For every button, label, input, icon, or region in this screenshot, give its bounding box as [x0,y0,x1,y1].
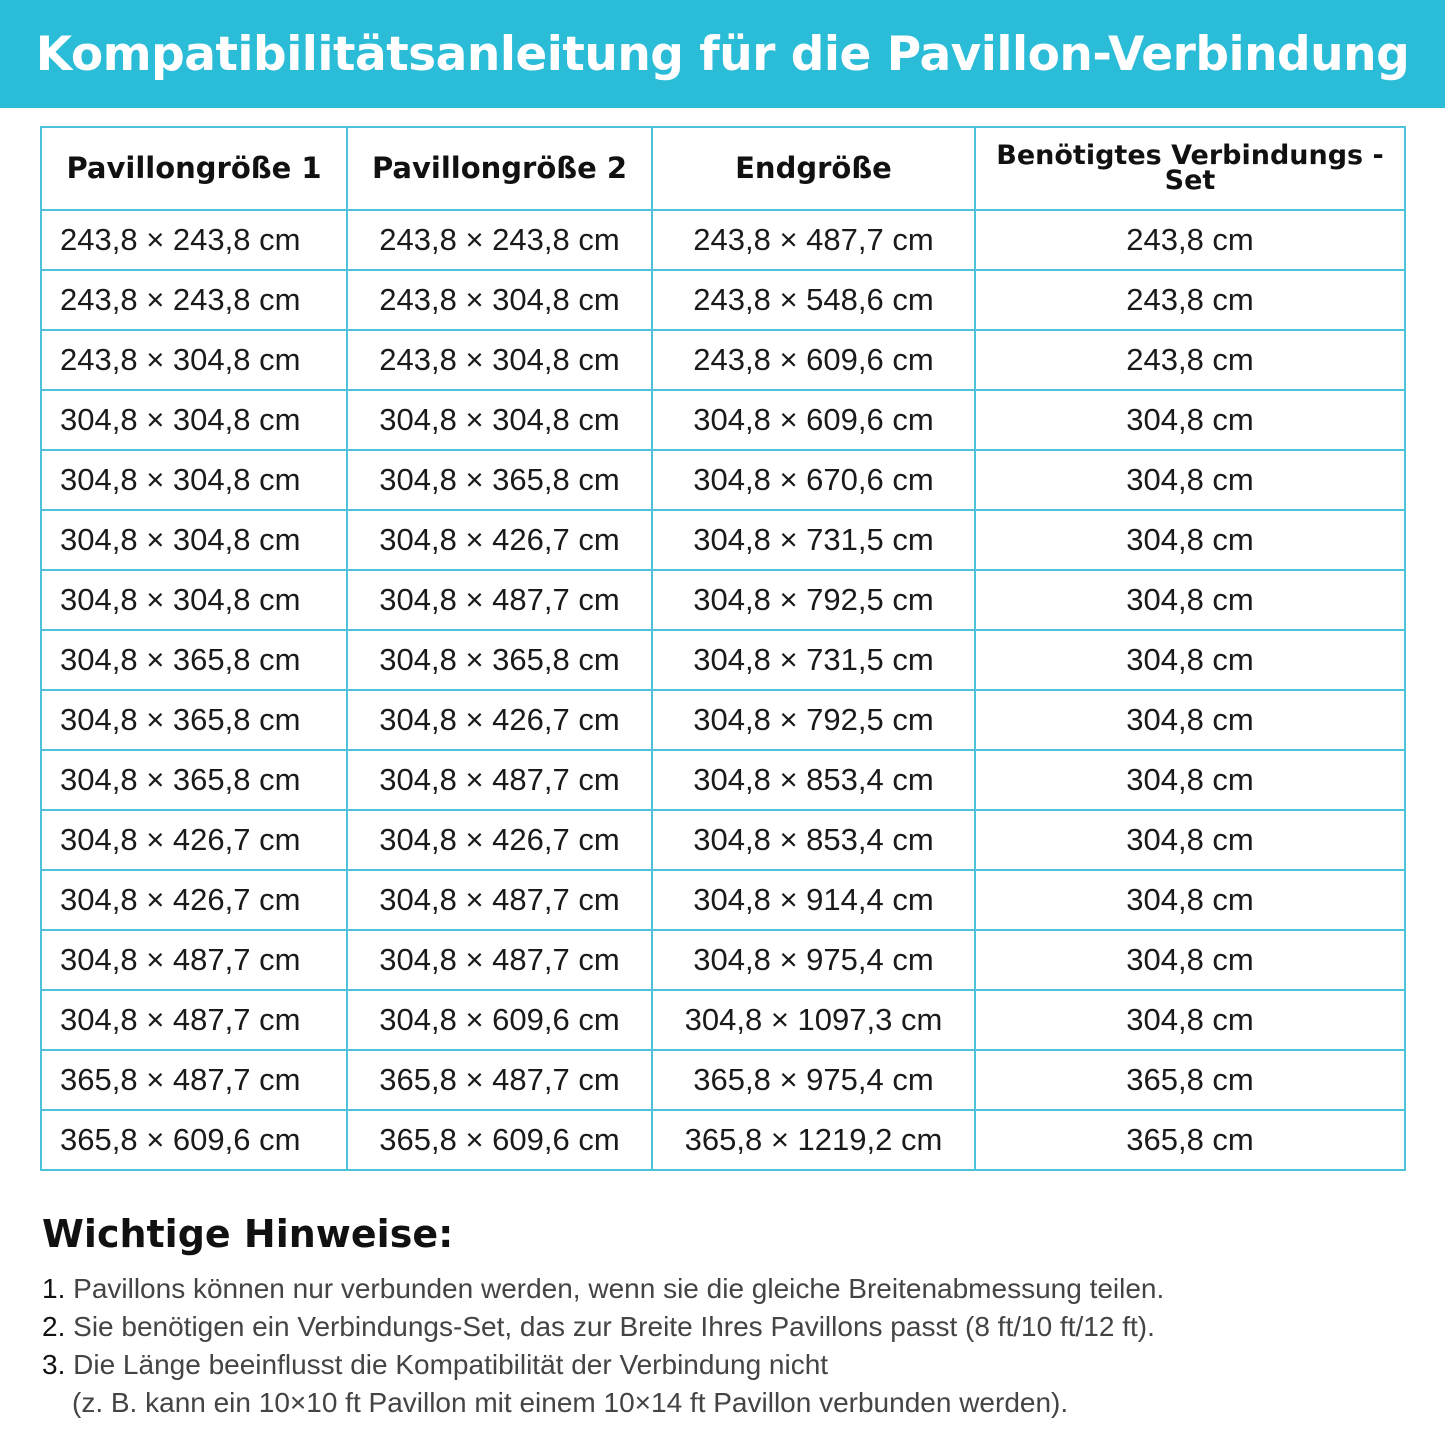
table-row [41,450,1405,510]
cell-pavilion-size-1: 304,8 × 365,8 cm [41,750,347,810]
compatibility-table-container [40,126,1404,1171]
cell-final-size: 243,8 × 609,6 cm [652,330,975,390]
cell-final-size: 304,8 × 731,5 cm [652,630,975,690]
cell-pavilion-size-1: 304,8 × 365,8 cm [41,690,347,750]
note-text: Pavillons können nur verbunden werden, wenn sie die gleiche Breitenabmessung teilen. [73,1273,1165,1304]
cell-pavilion-size-2: 243,8 × 304,8 cm [347,270,652,330]
cell-connection-set: 304,8 cm [975,870,1405,930]
notes-section [42,1212,1422,1422]
cell-final-size: 304,8 × 792,5 cm [652,570,975,630]
cell-connection-set: 304,8 cm [975,690,1405,750]
cell-connection-set: 304,8 cm [975,450,1405,510]
cell-connection-set: 304,8 cm [975,390,1405,450]
cell-connection-set: 304,8 cm [975,630,1405,690]
header-pavilion-size-2: Pavillongröße 2 [347,127,652,210]
cell-connection-set: 243,8 cm [975,270,1405,330]
cell-pavilion-size-1: 304,8 × 426,7 cm [41,870,347,930]
cell-pavilion-size-1: 365,8 × 609,6 cm [41,1110,347,1170]
cell-connection-set: 365,8 cm [975,1110,1405,1170]
cell-pavilion-size-2: 243,8 × 304,8 cm [347,330,652,390]
cell-pavilion-size-1: 304,8 × 304,8 cm [41,450,347,510]
cell-pavilion-size-1: 304,8 × 304,8 cm [41,570,347,630]
cell-final-size: 365,8 × 1219,2 cm [652,1110,975,1170]
table-row [41,270,1405,330]
table-row [41,330,1405,390]
cell-pavilion-size-2: 304,8 × 487,7 cm [347,870,652,930]
table-row [41,630,1405,690]
header-pavilion-size-1: Pavillongröße 1 [41,127,347,210]
title-banner [0,0,1445,108]
table-row [41,1050,1405,1110]
note-continuation: (z. B. kann ein 10×10 ft Pavillon mit einem 10×14 ft Pavillon verbunden werden). [72,1387,1069,1418]
cell-pavilion-size-1: 304,8 × 304,8 cm [41,390,347,450]
table-row [41,870,1405,930]
note-item [42,1270,1422,1308]
cell-final-size: 304,8 × 609,6 cm [652,390,975,450]
cell-pavilion-size-2: 304,8 × 365,8 cm [347,630,652,690]
cell-pavilion-size-2: 365,8 × 609,6 cm [347,1110,652,1170]
cell-pavilion-size-2: 304,8 × 487,7 cm [347,930,652,990]
cell-pavilion-size-2: 304,8 × 304,8 cm [347,390,652,450]
note-number: 3. [42,1349,66,1380]
table-row [41,810,1405,870]
cell-pavilion-size-1: 243,8 × 243,8 cm [41,270,347,330]
table-row [41,750,1405,810]
cell-pavilion-size-2: 243,8 × 243,8 cm [347,210,652,270]
table-row [41,390,1405,450]
cell-connection-set: 243,8 cm [975,210,1405,270]
cell-final-size: 304,8 × 670,6 cm [652,450,975,510]
cell-pavilion-size-2: 365,8 × 487,7 cm [347,1050,652,1110]
cell-connection-set: 304,8 cm [975,990,1405,1050]
cell-pavilion-size-1: 365,8 × 487,7 cm [41,1050,347,1110]
cell-pavilion-size-1: 304,8 × 426,7 cm [41,810,347,870]
cell-connection-set: 365,8 cm [975,1050,1405,1110]
notes-list [42,1270,1422,1422]
note-text: Die Länge beeinflusst die Kompatibilität der Verbindung nicht [73,1349,829,1380]
cell-connection-set: 304,8 cm [975,810,1405,870]
table-body [41,210,1405,1170]
table-row [41,1110,1405,1170]
table-row [41,990,1405,1050]
header-connection-set: Benötigtes Verbindungs -Set [975,127,1405,210]
table-row [41,570,1405,630]
cell-connection-set: 243,8 cm [975,330,1405,390]
cell-final-size: 304,8 × 853,4 cm [652,810,975,870]
cell-connection-set: 304,8 cm [975,750,1405,810]
cell-pavilion-size-1: 304,8 × 304,8 cm [41,510,347,570]
header-final-size: Endgröße [652,127,975,210]
cell-final-size: 304,8 × 975,4 cm [652,930,975,990]
cell-pavilion-size-2: 304,8 × 365,8 cm [347,450,652,510]
cell-final-size: 243,8 × 487,7 cm [652,210,975,270]
cell-connection-set: 304,8 cm [975,930,1405,990]
cell-connection-set: 304,8 cm [975,570,1405,630]
compatibility-table [40,126,1406,1171]
cell-final-size: 365,8 × 975,4 cm [652,1050,975,1110]
cell-pavilion-size-1: 304,8 × 487,7 cm [41,930,347,990]
table-row [41,930,1405,990]
table-row [41,210,1405,270]
cell-final-size: 304,8 × 914,4 cm [652,870,975,930]
note-item [42,1308,1422,1346]
cell-pavilion-size-1: 304,8 × 487,7 cm [41,990,347,1050]
cell-final-size: 304,8 × 853,4 cm [652,750,975,810]
page-title: Kompatibilitätsanleitung für die Pavillon-Verbindung [35,26,1410,82]
cell-pavilion-size-2: 304,8 × 426,7 cm [347,510,652,570]
note-number: 2. [42,1311,66,1342]
table-header-row [41,127,1405,210]
note-item [42,1346,1422,1422]
cell-pavilion-size-1: 243,8 × 304,8 cm [41,330,347,390]
cell-final-size: 304,8 × 731,5 cm [652,510,975,570]
cell-pavilion-size-2: 304,8 × 426,7 cm [347,810,652,870]
table-row [41,690,1405,750]
cell-final-size: 243,8 × 548,6 cm [652,270,975,330]
note-text: Sie benötigen ein Verbindungs-Set, das zur Breite Ihres Pavillons passt (8 ft/10 ft/12 ft). [73,1311,1155,1342]
table-row [41,510,1405,570]
note-number: 1. [42,1273,66,1304]
cell-pavilion-size-2: 304,8 × 609,6 cm [347,990,652,1050]
cell-final-size: 304,8 × 792,5 cm [652,690,975,750]
cell-pavilion-size-1: 304,8 × 365,8 cm [41,630,347,690]
cell-pavilion-size-2: 304,8 × 487,7 cm [347,570,652,630]
cell-connection-set: 304,8 cm [975,510,1405,570]
cell-pavilion-size-2: 304,8 × 487,7 cm [347,750,652,810]
notes-heading: Wichtige Hinweise: [42,1212,454,1256]
cell-pavilion-size-2: 304,8 × 426,7 cm [347,690,652,750]
cell-final-size: 304,8 × 1097,3 cm [652,990,975,1050]
cell-pavilion-size-1: 243,8 × 243,8 cm [41,210,347,270]
